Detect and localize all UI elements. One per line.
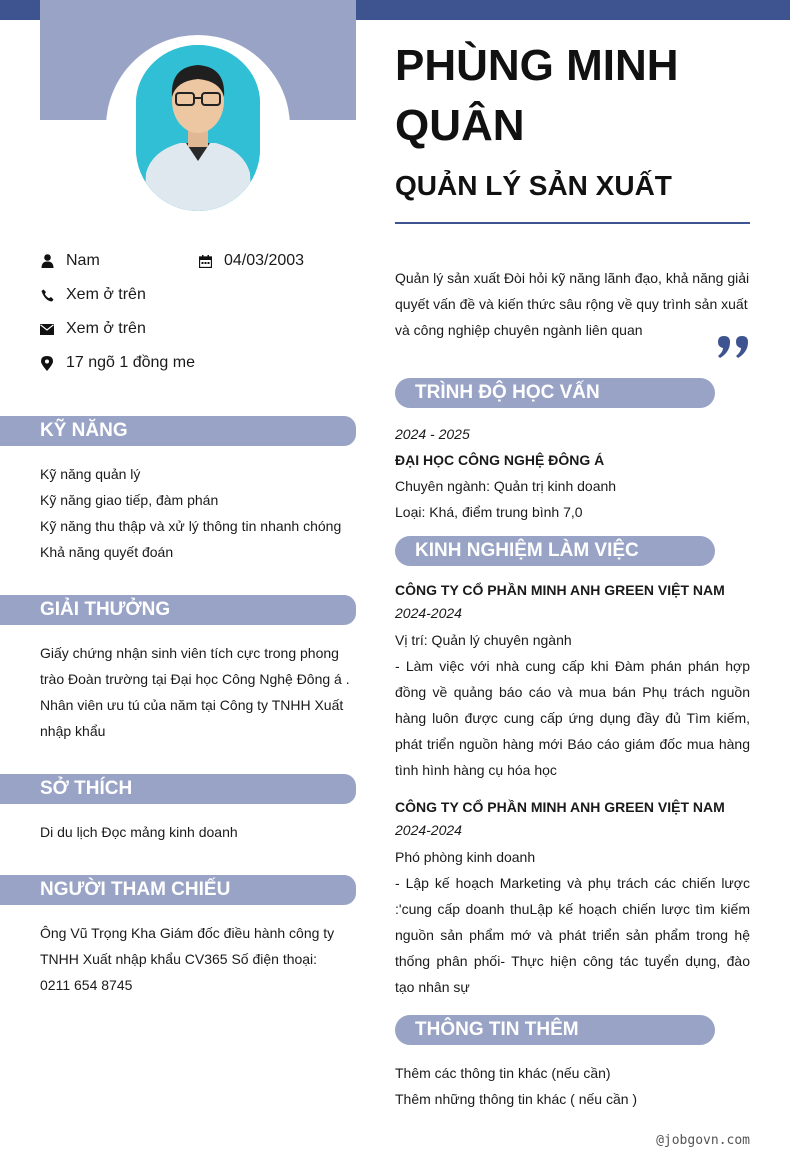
job-period: 2024-2024 <box>395 822 462 838</box>
list-item: Thêm các thông tin khác (nếu cần) <box>395 1065 611 1081</box>
awards-header <box>0 595 356 625</box>
skills-header <box>0 416 356 446</box>
awards-heading: GIẢI THƯỞNG <box>40 599 171 620</box>
references-heading: NGƯỜI THAM CHIẾU <box>40 879 231 900</box>
education-heading: TRÌNH ĐỘ HỌC VẤN <box>415 382 600 403</box>
education-major: Chuyên ngành: Quản trị kinh doanh <box>395 478 617 494</box>
hobbies-text: Di du lịch Đọc mảng kinh doanh <box>40 824 238 840</box>
job-period: 2024-2024 <box>395 605 462 621</box>
list-item: Kỹ năng thu thập và xử lý thông tin nhanh chóng <box>40 518 342 534</box>
phone-icon <box>40 288 54 302</box>
profile-photo <box>136 45 260 211</box>
extra-info-header <box>395 1015 715 1045</box>
phone-value: Xem ở trên <box>66 286 146 303</box>
job-company-name: CÔNG TY CỔ PHẦN MINH ANH GREEN VIỆT NAM <box>395 799 725 815</box>
birthdate-value: 04/03/2003 <box>224 252 305 269</box>
education-grade: Loại: Khá, điểm trung bình 7,0 <box>395 504 583 520</box>
references-header <box>0 875 356 905</box>
experience-header <box>395 536 715 566</box>
list-item: Thêm những thông tin khác ( nếu cần ) <box>395 1091 638 1107</box>
skills-heading: KỸ NĂNG <box>40 420 128 441</box>
gender-value: Nam <box>66 252 100 269</box>
person-icon <box>40 254 54 268</box>
list-item: Kỹ năng giao tiếp, đàm phán <box>40 492 219 508</box>
list-item: Kỹ năng quản lý <box>40 466 141 482</box>
job-company <box>395 579 750 625</box>
map-pin-icon <box>40 356 54 370</box>
summary-text: Quản lý sản xuất Đòi hỏi kỹ năng lãnh đạo, khả năng giải quyết vấn đề và kiến thức sâu rộng về quy trình sản xuất và công nghiệp chuyên ngành liên quan <box>395 270 750 338</box>
hobbies-header <box>0 774 356 804</box>
extra-info-list <box>395 1060 750 1112</box>
education-header <box>395 378 715 408</box>
job-entry <box>395 844 750 1000</box>
references-text: Ông Vũ Trọng Kha Giám đốc điều hành công ty TNHH Xuất nhập khẩu CV365 Số điện thoại: 0211 654 8745 <box>40 925 335 993</box>
awards-text: Giấy chứng nhận sinh viên tích cực trong phong trào Đoàn trường tại Đại học Công Nghệ Đông á . Nhân viên ưu tú của năm tại Công ty TNHH Xuất nhập khẩu <box>40 645 350 739</box>
education-entry <box>395 421 750 525</box>
education-school: ĐẠI HỌC CÔNG NGHỆ ĐÔNG Á <box>395 452 605 468</box>
contact-email <box>40 320 146 338</box>
envelope-icon <box>40 322 54 336</box>
contact-address <box>40 354 195 372</box>
hobbies-heading: SỞ THÍCH <box>40 778 133 799</box>
job-description: - Làm việc với nhà cung cấp khi Đàm phán phán hợp đồng về quảng báo cáo và mua bán Phụ trách nguồn hàng luôn được cung cấp ứng dụng đầy đủ Tìm kiếm, phát triển nguồn hàng mới Báo cáo giám đốc mua hàng tình hình hàng cụ hóa học <box>395 658 750 778</box>
job-position: Phó phòng kinh doanh <box>395 849 536 865</box>
job-company <box>395 796 750 842</box>
contact-gender <box>40 252 100 270</box>
full-name: PHÙNG MINH QUÂN <box>395 41 679 150</box>
title-divider <box>395 222 750 224</box>
job-title: QUẢN LÝ SẢN XUẤT <box>395 170 672 201</box>
watermark: @jobgovn.com <box>656 1133 750 1148</box>
experience-heading: KINH NGHIỆM LÀM VIỆC <box>415 540 639 561</box>
list-item: Khả năng quyết đoán <box>40 544 174 560</box>
email-value: Xem ở trên <box>66 320 146 337</box>
calendar-icon <box>198 254 212 268</box>
contact-birthdate <box>198 252 304 270</box>
job-entry <box>395 627 750 783</box>
contact-phone <box>40 286 146 304</box>
quote-icon <box>716 332 752 368</box>
job-company-name: CÔNG TY CỔ PHẦN MINH ANH GREEN VIỆT NAM <box>395 582 725 598</box>
education-period: 2024 - 2025 <box>395 426 470 442</box>
extra-info-heading: THÔNG TIN THÊM <box>415 1019 579 1040</box>
job-position: Vị trí: Quản lý chuyên ngành <box>395 632 572 648</box>
skills-list <box>40 461 350 565</box>
address-value: 17 ngõ 1 đồng me <box>66 354 195 371</box>
job-description: - Lập kế hoạch Marketing và phụ trách các chiến lược :'cung cấp doanh thuLập kế hoạch chiến lược tìm kiếm nguồn sản phẩm mớ và phát triển sản phẩm trong hệ thống phân phối- Thực hiện công tác tuyển dụng, đào tạo nhân sự <box>395 875 750 995</box>
